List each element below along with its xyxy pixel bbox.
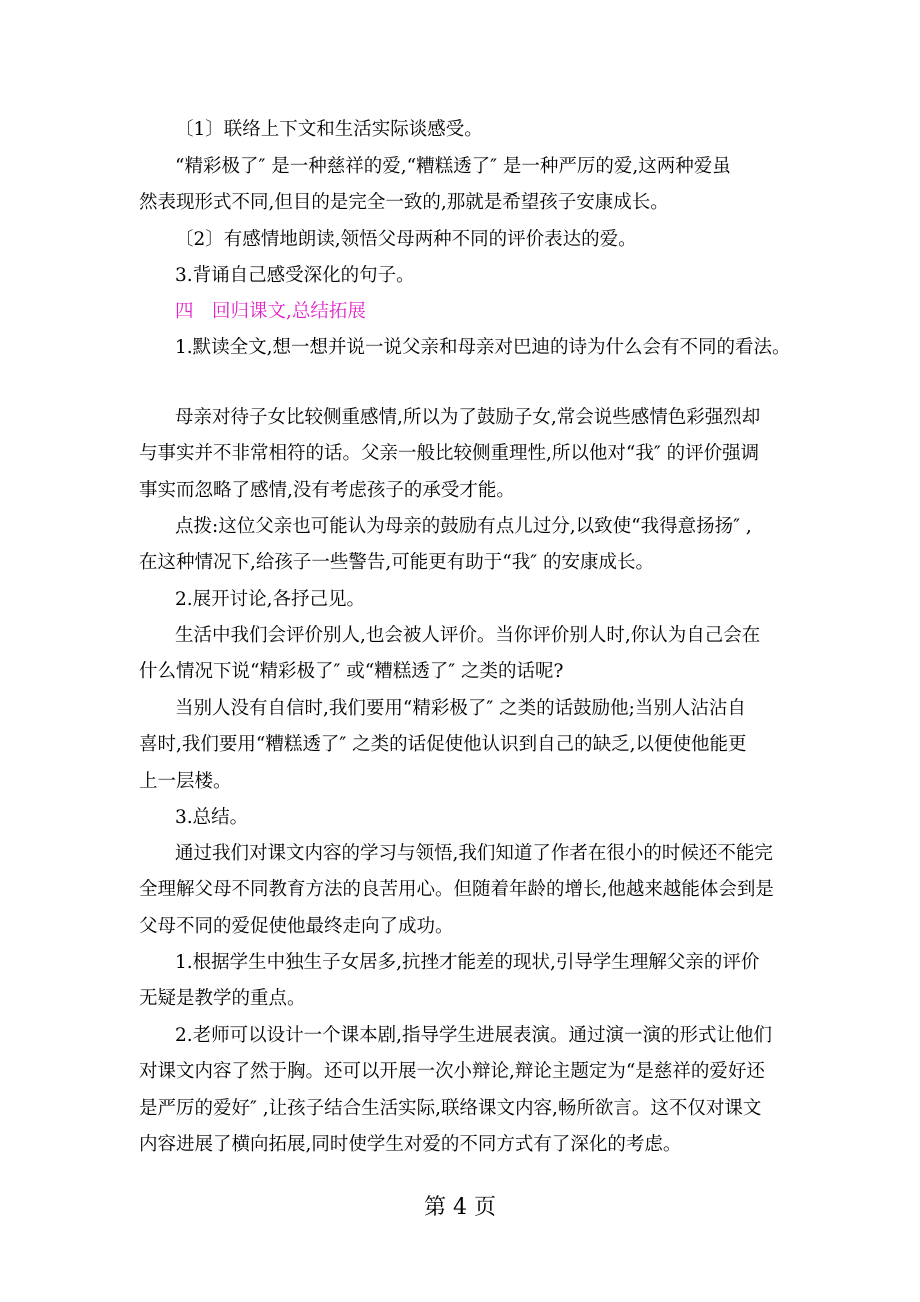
paragraph-line: 1.默读全文,想一想并说一说父亲和母亲对巴迪的诗为什么会有不同的看法。	[175, 337, 791, 358]
paragraph-line: 2.老师可以设计一个课本剧,指导学生进展表演。通过演一演的形式让他们	[175, 1025, 773, 1046]
section-heading: 四 回归课文,总结拓展	[175, 301, 366, 322]
paragraph-line: 3.背诵自己感受深化的句子。	[175, 265, 415, 286]
paragraph-line: 通过我们对课文内容的学习与领悟,我们知道了作者在很小的时候还不能完	[175, 843, 773, 864]
paragraph-line: 2.展开讨论,各抒己见。	[175, 589, 366, 610]
paragraph-line: 生活中我们会评价别人,也会被人评价。当你评价别人时,你认为自己会在	[175, 625, 761, 646]
paragraph-line: 与事实并不非常相符的话。父亲一般比较侧重理性,所以他对“我″ 的评价强调	[139, 443, 760, 464]
paragraph-line: 当别人没有自信时,我们要用“精彩极了″ 之类的话鼓励他;当别人沾沾自	[175, 698, 746, 719]
paragraph-line: 无疑是教学的重点。	[139, 988, 306, 1009]
paragraph-line: 3.总结。	[175, 807, 249, 828]
paragraph-line: 内容进展了横向拓展,同时使学生对爱的不同方式有了深化的考虑。	[139, 1134, 682, 1155]
paragraph-line: 1.根据学生中独生子女居多,抗挫才能差的现状,引导学生理解父亲的评价	[175, 952, 760, 973]
paragraph-line: “精彩极了″ 是一种慈祥的爱,“糟糕透了″ 是一种严厉的爱,这两种爱虽	[175, 156, 731, 177]
paragraph-line: 什么情况下说“精彩极了″ 或“糟糕透了″ 之类的话呢?	[139, 661, 564, 682]
paragraph-line: 在这种情况下,给孩子一些警告,可能更有助于“我″ 的安康成长。	[139, 552, 655, 573]
paragraph-line: 喜时,我们要用“糟糕透了″ 之类的话促使他认识到自己的缺乏,以便使他能更	[139, 734, 747, 755]
paragraph-line: 点拨:这位父亲也可能认为母亲的鼓励有点儿过分,以致使“我得意扬扬″ ,	[175, 516, 752, 537]
paragraph-line: 〔1〕联络上下文和生活实际谈感受。	[175, 119, 483, 140]
paragraph-line: 上一层楼。	[139, 771, 232, 792]
page-number: 第 4 页	[424, 1195, 496, 1220]
paragraph-line: 事实而忽略了感情,没有考虑孩子的承受才能。	[139, 480, 515, 501]
paragraph-line: 然表现形式不同,但目的是完全一致的,那就是希望孩子安康成长。	[139, 192, 669, 213]
paragraph-line: 母亲对待子女比较侧重感情,所以为了鼓励子女,常会说些感情色彩强烈却	[175, 407, 761, 428]
paragraph-line: 是严厉的爱好″ ,让孩子结合生活实际,联络课文内容,畅所欲言。这不仅对课文	[139, 1098, 762, 1119]
paragraph-line: 〔2〕有感情地朗读,领悟父母两种不同的评价表达的爱。	[175, 229, 637, 250]
paragraph-line: 全理解父母不同教育方法的良苦用心。但随着年龄的增长,他越来越能体会到是	[139, 879, 774, 900]
paragraph-line: 对课文内容了然于胸。还可以开展一次小辩论,辩论主题定为“是慈祥的爱好还	[139, 1061, 765, 1082]
paragraph-line: 父母不同的爱促使他最终走向了成功。	[139, 916, 454, 937]
